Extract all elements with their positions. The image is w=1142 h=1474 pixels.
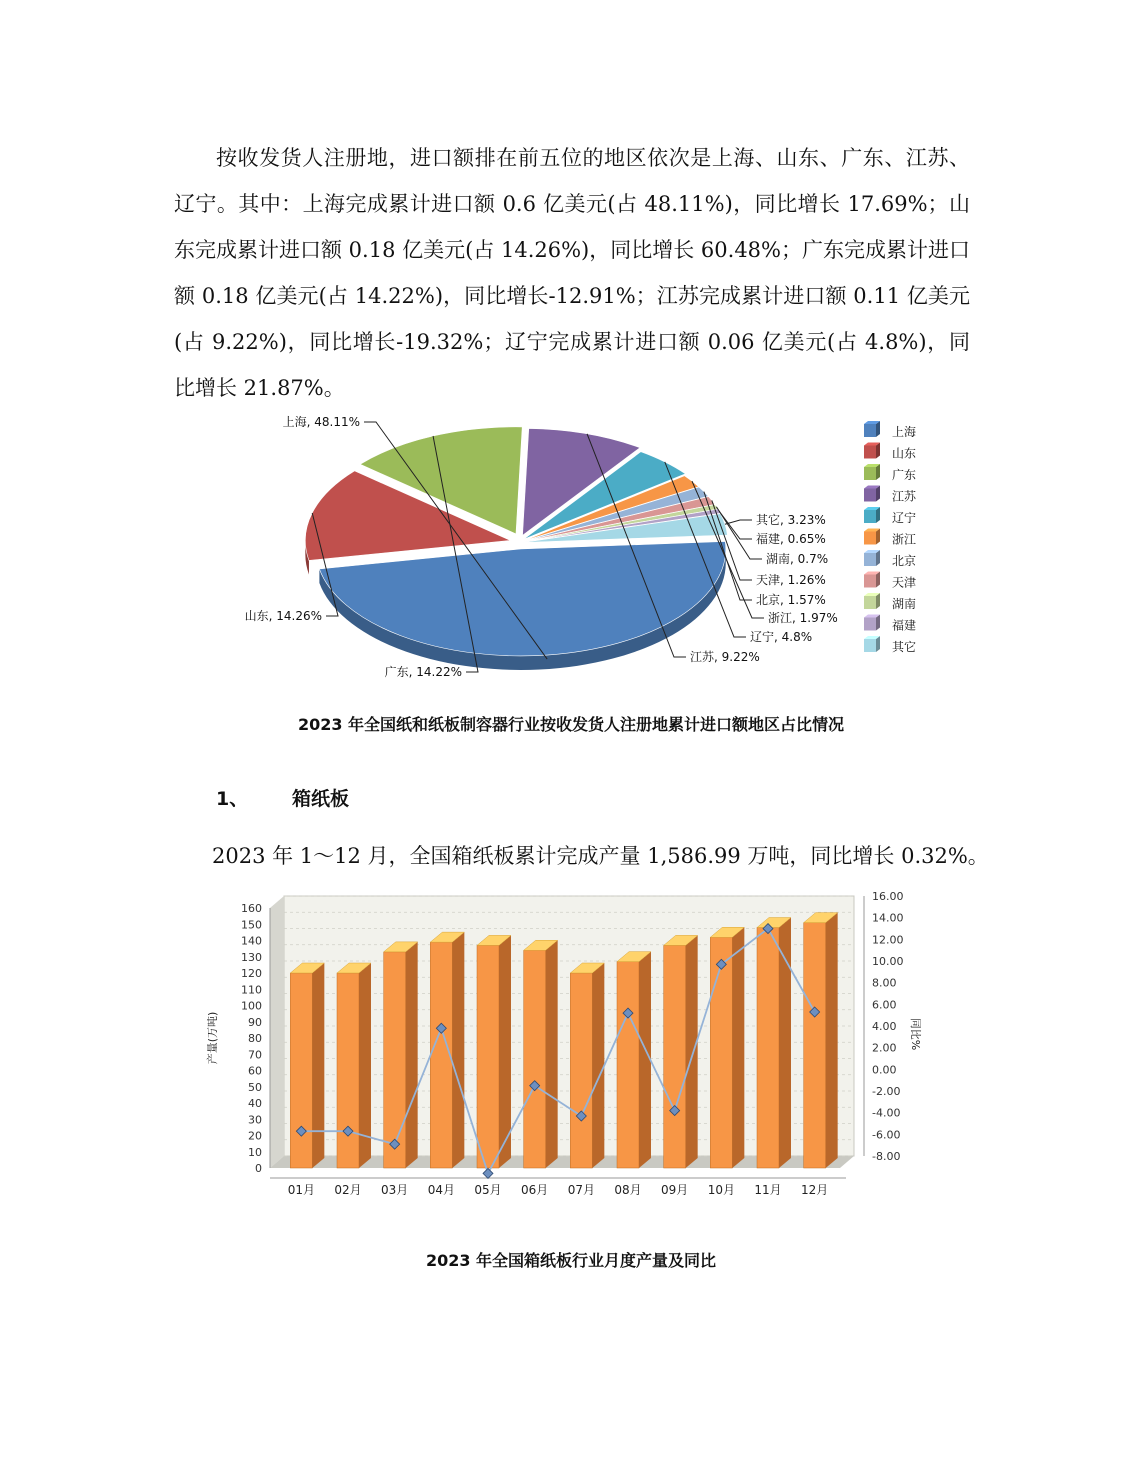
pie-legend-swatch-湖南 — [864, 596, 876, 609]
y-tick-label: 150 — [241, 918, 262, 932]
bar-side — [639, 952, 651, 1168]
bar-12月 — [804, 913, 838, 1168]
pie-legend-item-辽宁 — [864, 507, 916, 525]
y-tick-label: 110 — [241, 983, 262, 997]
pie-legend-label-天津: 天津 — [892, 575, 917, 590]
x-tick-label: 06月 — [521, 1183, 549, 1197]
pie-legend-swatch-辽宁 — [864, 510, 876, 523]
x-tick-label: 04月 — [427, 1183, 455, 1197]
pie-chart-caption: 2023 年全国纸和纸板制容器行业按收发货人注册地累计进口额地区占比情况 — [297, 715, 845, 734]
y2-tick-label: 16.00 — [872, 890, 904, 903]
section-number: 1、 — [216, 788, 249, 810]
bar-side — [686, 935, 698, 1168]
y2-axis-label: 同比% — [909, 1017, 922, 1051]
x-tick-label: 03月 — [381, 1183, 409, 1197]
bar-07月 — [570, 963, 604, 1168]
pie-legend-swatch-浙江 — [864, 532, 876, 545]
pie-legend-swatch-江苏 — [864, 489, 876, 502]
pie-legend-swatch-上海 — [864, 424, 876, 437]
y-tick-label: 140 — [241, 934, 262, 948]
y-axis-label: 产量(万吨) — [206, 1011, 219, 1065]
y2-tick-label: 8.00 — [872, 976, 897, 990]
bar-front — [617, 962, 639, 1168]
bar-side — [826, 913, 838, 1168]
bar-front — [757, 928, 779, 1169]
bar-front — [384, 952, 406, 1168]
pie-label-广东: 广东, 14.22% — [384, 665, 462, 679]
x-tick-label: 02月 — [334, 1183, 362, 1197]
yoy-point-05月 — [483, 1168, 493, 1178]
y-tick-label: 80 — [248, 1032, 262, 1045]
bar-11月 — [757, 918, 791, 1169]
section-title: 箱纸板 — [292, 788, 350, 810]
bar-08月 — [617, 952, 651, 1168]
x-tick-label: 08月 — [614, 1183, 642, 1197]
pie-label-江苏: 江苏, 9.22% — [690, 650, 760, 664]
pie-legend-item-湖南 — [864, 593, 916, 611]
bar-01月 — [290, 963, 324, 1168]
pie-chart — [220, 408, 940, 688]
bar-front — [337, 973, 359, 1168]
pie-legend-item-上海 — [864, 421, 916, 439]
bar-front — [477, 945, 499, 1168]
y2-tick-label: -4.00 — [872, 1106, 901, 1120]
pie-legend-label-湖南: 湖南 — [892, 597, 917, 611]
x-tick-label: 10月 — [707, 1183, 735, 1197]
y2-tick-label: -2.00 — [872, 1085, 901, 1098]
pie-legend-swatch-北京 — [864, 553, 876, 566]
pie-legend-item-天津 — [864, 572, 916, 590]
pie-label-浙江: 浙江, 1.97% — [768, 611, 838, 625]
y-tick-label: 60 — [248, 1064, 262, 1078]
y2-tick-label: 10.00 — [872, 955, 904, 968]
pie-label-上海: 上海, 48.11% — [282, 415, 360, 429]
bar-chart-caption: 2023 年全国箱纸板行业月度产量及同比 — [425, 1251, 717, 1270]
pie-legend-swatch-其它 — [864, 639, 876, 652]
pie-legend-item-浙江 — [864, 529, 916, 547]
y-tick-label: 10 — [248, 1145, 262, 1159]
bar-05月 — [477, 935, 511, 1168]
x-tick-label: 12月 — [801, 1183, 829, 1197]
pie-legend-item-北京 — [864, 550, 916, 568]
y-tick-label: 20 — [248, 1129, 262, 1143]
bar-side — [546, 940, 558, 1168]
x-tick-label: 07月 — [567, 1183, 595, 1197]
pie-leader-line-其它 — [725, 520, 752, 524]
section-paragraph: 2023 年 1～12 月，全国箱纸板累计完成产量 1,586.99 万吨，同比增长 0.32%。 — [212, 844, 989, 868]
bar-side — [592, 963, 604, 1168]
y2-tick-label: 0.00 — [872, 1063, 897, 1077]
pie-legend-label-福建: 福建 — [892, 618, 917, 633]
bar-side — [406, 942, 418, 1168]
pie-label-北京: 北京, 1.57% — [756, 593, 826, 607]
pie-legend-swatch-天津 — [864, 575, 876, 588]
pie-legend-label-上海: 上海 — [892, 425, 917, 439]
bar-front — [710, 937, 732, 1168]
bar-front — [524, 950, 546, 1168]
pie-label-山东: 山东, 14.26% — [244, 609, 322, 623]
y-tick-label: 0 — [255, 1162, 262, 1175]
y2-tick-label: 12.00 — [872, 933, 904, 947]
y-tick-label: 130 — [241, 950, 262, 964]
bar-front — [290, 973, 312, 1168]
y-tick-label: 30 — [248, 1113, 262, 1127]
pie-legend-label-其它: 其它 — [892, 640, 917, 654]
bar-side — [452, 932, 464, 1168]
pie-label-天津: 天津, 1.26% — [756, 573, 826, 587]
bar-side — [312, 963, 324, 1168]
pie-legend-label-山东: 山东 — [892, 446, 917, 461]
intro-paragraph: 按收发货人注册地，进口额排在前五位的地区依次是上海、山东、广东、江苏、辽宁。其中：上海完成累计进口额 0.6 亿美元(占 48.11%)，同比增长 17.69%；山东完成累计进口额 0.18 亿美元(占 14.26%)，同比增长 60.48%；广东完成累计进口额 0.18 亿美元(占 14.22%)，同比增长-12.91%；江苏完成累计进口额 0.11 亿美元(占 9.22%)，同比增长-19.32%；辽宁完成累计进口额 0.06 亿美元(占 4.8%)，同比增长 21.87%。 — [174, 146, 970, 400]
pie-legend-item-广东 — [864, 464, 916, 482]
pie-legend-item-山东 — [864, 443, 916, 461]
bar-03月 — [384, 942, 418, 1168]
bar-front — [570, 973, 592, 1168]
y2-tick-label: -6.00 — [872, 1128, 901, 1142]
y-tick-label: 50 — [248, 1080, 262, 1094]
pie-label-湖南: 湖南, 0.7% — [766, 552, 829, 566]
y-tick-label: 70 — [248, 1048, 262, 1062]
bar-10月 — [710, 927, 744, 1168]
pie-legend-swatch-广东 — [864, 467, 876, 480]
bar-side — [732, 927, 744, 1168]
bar-front — [664, 945, 686, 1168]
y2-tick-label: 14.00 — [872, 911, 904, 925]
y-tick-label: 90 — [248, 1015, 262, 1029]
y2-tick-label: 6.00 — [872, 998, 897, 1012]
x-tick-label: 01月 — [287, 1183, 315, 1197]
x-tick-label: 05月 — [474, 1183, 502, 1197]
pie-legend-label-浙江: 浙江 — [892, 532, 917, 547]
y2-tick-label: 2.00 — [872, 1041, 897, 1055]
pie-legend-label-广东: 广东 — [892, 468, 917, 482]
bar-02月 — [337, 963, 371, 1168]
pie-label-福建: 福建, 0.65% — [756, 532, 826, 546]
pie-legend-label-北京: 北京 — [892, 554, 917, 568]
y-tick-label: 120 — [241, 967, 262, 980]
pie-label-辽宁: 辽宁, 4.8% — [750, 630, 813, 644]
bar-line-chart — [190, 890, 922, 1216]
x-tick-label: 11月 — [754, 1183, 782, 1197]
bar-06月 — [524, 940, 558, 1168]
bar-front — [804, 923, 826, 1168]
chart-left-wall — [270, 896, 284, 1168]
y2-tick-label: -8.00 — [872, 1150, 901, 1163]
bar-04月 — [430, 932, 464, 1168]
pie-legend-label-江苏: 江苏 — [892, 489, 917, 504]
x-tick-label: 09月 — [661, 1183, 689, 1197]
pie-legend-swatch-福建 — [864, 618, 876, 631]
y-tick-label: 40 — [248, 1097, 262, 1110]
section-heading — [216, 784, 349, 811]
y2-tick-label: 4.00 — [872, 1020, 897, 1033]
pie-label-其它: 其它, 3.23% — [756, 513, 826, 527]
bar-side — [779, 918, 791, 1169]
pie-legend-label-辽宁: 辽宁 — [892, 511, 917, 525]
y-tick-label: 160 — [241, 902, 262, 915]
pie-legend-swatch-山东 — [864, 446, 876, 459]
pie-legend-item-福建 — [864, 615, 916, 633]
pie-legend-item-江苏 — [864, 486, 917, 504]
pie-legend-item-其它 — [864, 636, 916, 654]
y-tick-label: 100 — [241, 999, 262, 1013]
